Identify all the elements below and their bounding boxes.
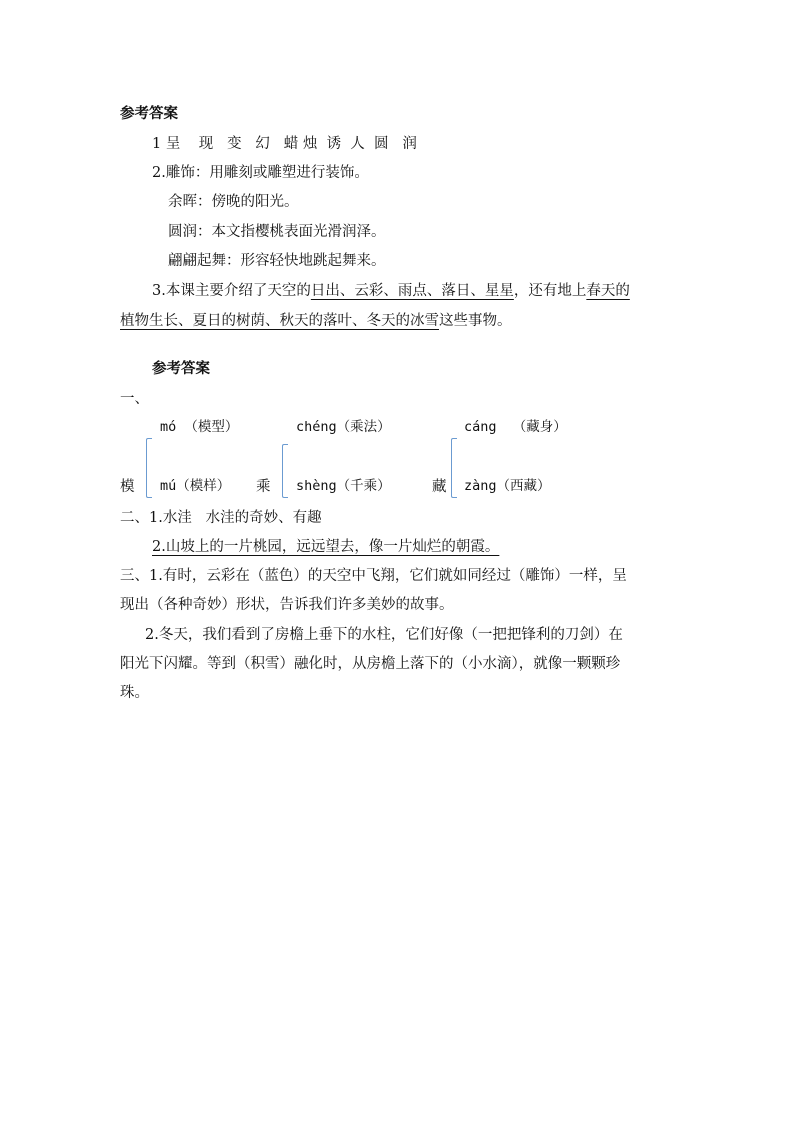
answer-1: 1 呈 现 变 幻 蜡 烛 诱 人 圆 润 (152, 136, 417, 152)
pinyin-cheng-top: chéng（乘法） (296, 419, 391, 435)
brace-mo (146, 438, 152, 498)
answer-3-text-c: 这些事物。 (439, 313, 512, 329)
part3-answer-2-line1: 2.冬天，我们看到了房檐上垂下的水柱，它们好像（一把把锋利的刀剑）在 (145, 627, 623, 643)
answer-3-line2 (120, 314, 512, 329)
part1-label: 一、 (120, 391, 149, 407)
part3-answer-2-line2: 阳光下闪耀。等到（积雪）融化时，从房檐上落下的（小水滴），就像一颗颗珍 (120, 656, 621, 672)
answer-3-line1 (152, 284, 630, 299)
char-cang: 藏 (432, 479, 447, 495)
brace-cang (451, 438, 457, 498)
pinyin-cang-top: cáng （藏身） (464, 419, 567, 435)
part3-answer-2-line3: 珠。 (120, 685, 149, 701)
pinyin-mo-bottom: mú（模样） (160, 478, 231, 494)
answer-3-ground-items: 植物生长、夏日的树荫、秋天的落叶、冬天的冰雪 (120, 313, 439, 329)
pinyin-mo-top: mó （模型） (160, 419, 239, 435)
answer-3-sky-items: 日出、云彩、雨点、落日、星星 (310, 283, 514, 299)
char-mo: 模 (120, 479, 135, 495)
part2-answer-2: 2.山坡上的一片桃园，远远望去，像一片灿烂的朝霞。 (152, 539, 500, 555)
section2-title: 参考答案 (152, 361, 210, 377)
answer-2-diaoshi: 2.雕饰：用雕刻或雕塑进行装饰。 (152, 165, 369, 181)
brace-cheng (282, 444, 288, 498)
answer-2-pianpian: 翩翩起舞：形容轻快地跳起舞来。 (168, 253, 386, 269)
section1-title: 参考答案 (120, 106, 178, 122)
pinyin-cang-bottom: zàng（西藏） (464, 478, 551, 494)
answer-3-text-b: ，还有地上 (513, 283, 587, 299)
pinyin-cheng-bottom: shèng（千乘） (296, 478, 391, 494)
part3-answer-1-line1: 三、1.有时，云彩在（蓝色）的天空中飞翔，它们就如同经过（雕饰）一样，呈 (120, 568, 627, 584)
answer-2-yuhui: 余晖：傍晚的阳光。 (168, 194, 299, 210)
answer-3-ground-items-start: 春天的 (586, 283, 630, 299)
part2-answer-1: 二、1.水洼 水洼的奇妙、有趣 (120, 510, 322, 526)
char-cheng: 乘 (256, 479, 271, 495)
answer-3-text-a: 3.本课主要介绍了天空的 (152, 283, 311, 299)
answer-2-yuanrun: 圆润：本文指樱桃表面光滑润泽。 (168, 224, 386, 240)
part3-answer-1-line2: 现出（各种奇妙）形状，告诉我们许多美妙的故事。 (120, 597, 454, 613)
